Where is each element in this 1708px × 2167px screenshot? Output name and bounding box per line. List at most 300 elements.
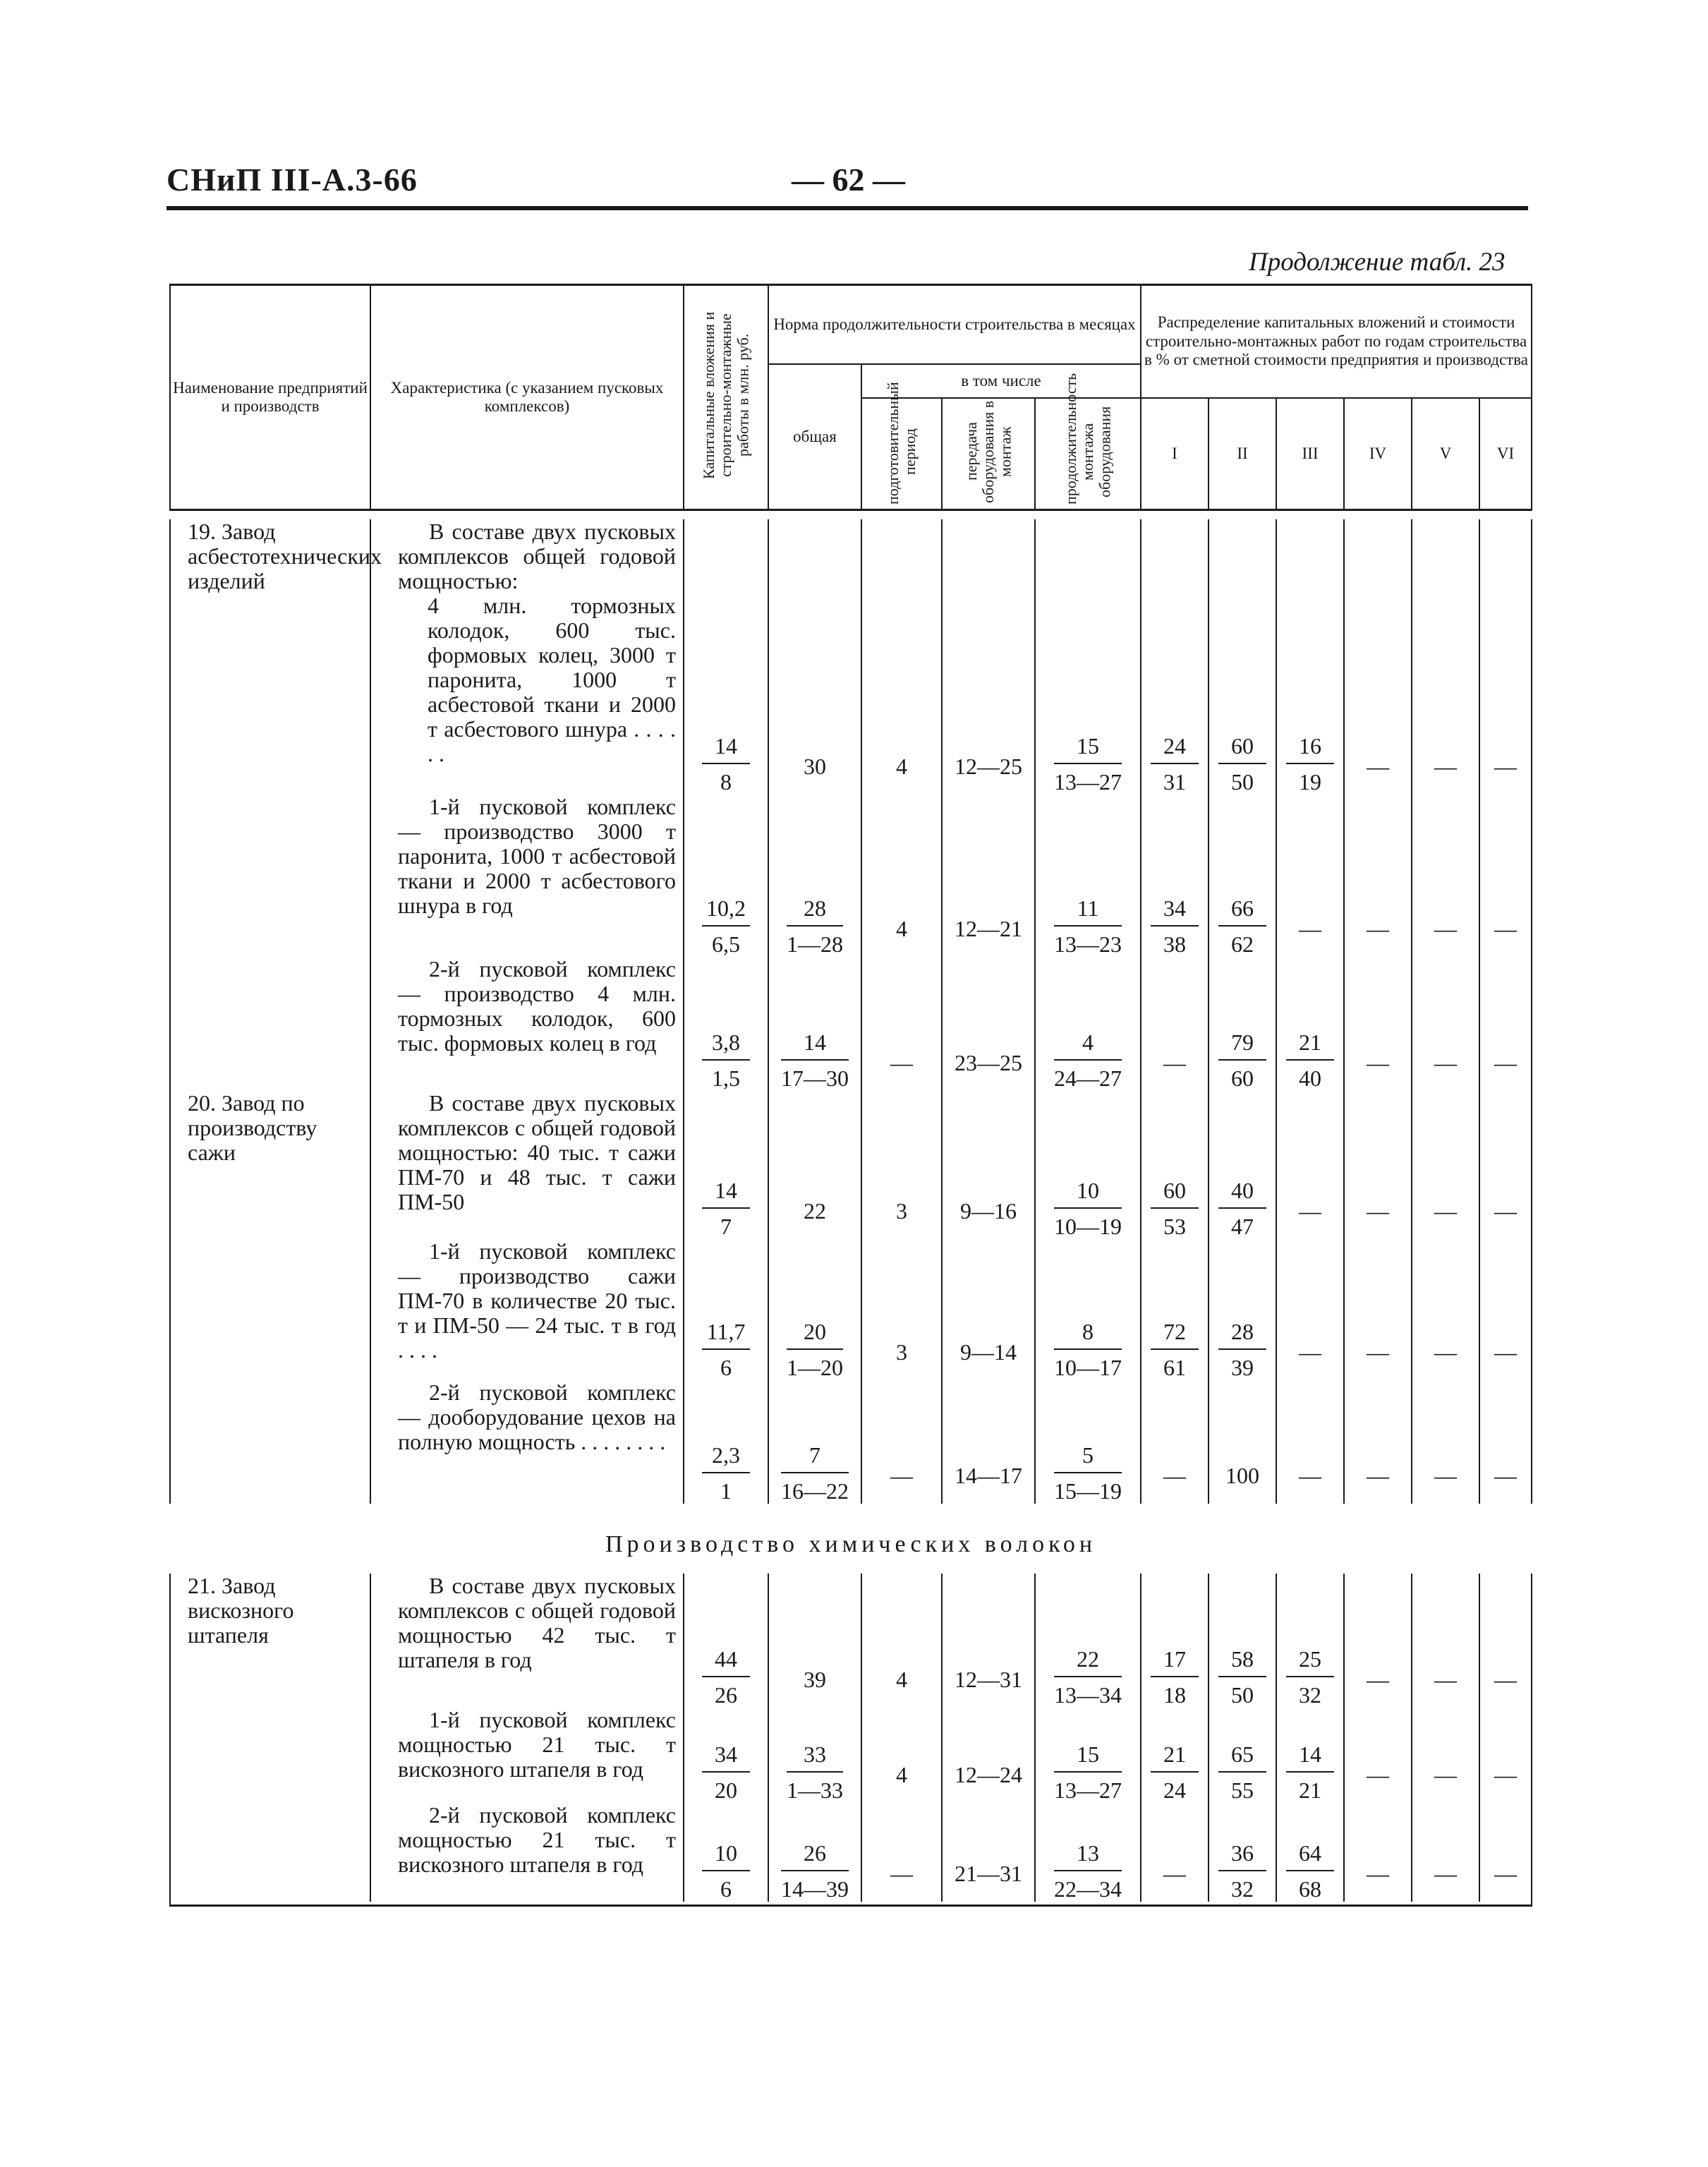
fraction-top: 17 xyxy=(1151,1647,1199,1677)
fraction-bottom: 1 xyxy=(720,1478,732,1504)
cell-y1 xyxy=(1141,1091,1209,1239)
characteristic xyxy=(370,1239,684,1380)
cell-transfer xyxy=(942,1574,1035,1708)
fraction-bottom: 39 xyxy=(1231,1355,1254,1381)
cell-y5 xyxy=(1412,1708,1479,1803)
fraction-top: 40 xyxy=(1218,1178,1266,1209)
fraction xyxy=(702,1320,750,1380)
cell-install xyxy=(1035,1091,1141,1239)
cell-value: — xyxy=(1163,1463,1186,1489)
cell-install xyxy=(1035,519,1141,795)
characteristic xyxy=(370,957,684,1091)
col-header-including: в том числе xyxy=(861,364,1141,398)
enterprise-name: 20. Завод по производству сажи xyxy=(170,1091,370,1239)
fraction-top: 33 xyxy=(787,1742,843,1773)
cell-prep xyxy=(861,1574,942,1708)
fraction xyxy=(702,1841,750,1902)
fraction xyxy=(702,1443,750,1504)
cell-install xyxy=(1035,1239,1141,1380)
fraction xyxy=(1218,1320,1266,1380)
cell-value: 22 xyxy=(804,1198,826,1224)
fraction xyxy=(1151,1647,1199,1708)
cell-value: — xyxy=(1163,1861,1186,1887)
col-header-total: общая xyxy=(768,364,861,510)
cell-value: — xyxy=(1367,1050,1389,1076)
col-header-distribution: Распределение капитальных вложений и стоимости строительно-монтажных работ по годам строительства в % от сметной стоимости предприятия и производства xyxy=(1141,285,1532,399)
fraction-bottom: 24 xyxy=(1163,1777,1186,1804)
fraction-top: 4 xyxy=(1054,1030,1122,1061)
col-header-characteristic: Характеристика (с указанием пусковых комплексов) xyxy=(370,285,684,510)
cell-y5 xyxy=(1412,795,1479,957)
fraction xyxy=(1151,1742,1199,1803)
fraction-bottom: 50 xyxy=(1231,1682,1254,1708)
fraction xyxy=(1286,1742,1334,1803)
cell-y3 xyxy=(1276,1380,1344,1504)
cell-value: — xyxy=(1299,1339,1321,1365)
fraction-bottom: 24—27 xyxy=(1054,1066,1122,1092)
cell-transfer xyxy=(942,1803,1035,1902)
cell-value: — xyxy=(1299,1198,1321,1224)
fraction-top: 11,7 xyxy=(702,1320,750,1350)
cell-value: 9—16 xyxy=(960,1198,1017,1224)
cell-value: 4 xyxy=(896,754,907,780)
fraction-bottom: 61 xyxy=(1163,1355,1186,1381)
cell-total xyxy=(768,1380,861,1504)
cell-y4 xyxy=(1344,1803,1412,1902)
cell-value: — xyxy=(1434,1667,1457,1693)
cell-value: — xyxy=(1494,1667,1518,1693)
characteristic-text: 2-й пусковой комплекс — производство 4 млн. тормозных колодок, 600 тыс. формовых колец в год xyxy=(398,956,676,1056)
document-code: СНиП III-А.3-66 xyxy=(166,162,418,198)
table-row xyxy=(170,795,1532,957)
fraction-top: 60 xyxy=(1151,1178,1199,1209)
fraction xyxy=(1054,1030,1122,1091)
cell-value: — xyxy=(1434,1861,1457,1887)
enterprise-name xyxy=(170,795,370,957)
fraction-bottom: 68 xyxy=(1299,1876,1321,1902)
col-header-prep: подготовительный период xyxy=(861,398,942,510)
cell-prep xyxy=(861,1380,942,1504)
cell-prep xyxy=(861,1803,942,1902)
characteristic-text: 2-й пусковой комплекс мощностью 21 тыс. т вискозного штапеля в год xyxy=(398,1802,676,1878)
cell-y6 xyxy=(1479,519,1532,795)
cell-value: — xyxy=(1163,1050,1186,1076)
fraction-top: 25 xyxy=(1286,1647,1334,1677)
cell-value: — xyxy=(1434,1463,1457,1489)
fraction-bottom: 16—22 xyxy=(781,1478,849,1504)
characteristic-text: В составе двух пусковых комплексов с общей годовой мощностью 42 тыс. т штапеля в год xyxy=(398,1573,676,1673)
cell-value: — xyxy=(1367,916,1389,942)
fraction-top: 21 xyxy=(1286,1030,1334,1061)
fraction-top: 34 xyxy=(1151,896,1199,926)
fraction xyxy=(787,896,843,957)
table-bottom-rule-cell xyxy=(170,1902,1532,1906)
enterprise-name: 21. Завод вискозного штапеля xyxy=(170,1574,370,1708)
cell-value: — xyxy=(1367,1861,1389,1887)
cell-value: 23—25 xyxy=(955,1050,1022,1076)
cell-install xyxy=(1035,957,1141,1091)
fraction xyxy=(702,1178,750,1239)
cell-y5 xyxy=(1412,1091,1479,1239)
table-continuation-caption: Продолжение табл. 23 xyxy=(1249,248,1506,277)
col-header-install: продолжительность монтажа оборудования xyxy=(1035,398,1141,510)
fraction-bottom: 40 xyxy=(1299,1066,1321,1092)
cell-value: — xyxy=(890,1050,913,1076)
fraction xyxy=(1151,896,1199,957)
fraction xyxy=(1286,1841,1334,1902)
cell-cap xyxy=(684,1708,768,1803)
table-row xyxy=(170,1708,1532,1803)
cell-y6 xyxy=(1479,957,1532,1091)
cell-y2 xyxy=(1209,1708,1276,1803)
cell-cap xyxy=(684,1380,768,1504)
cell-cap xyxy=(684,1239,768,1380)
fraction-top: 24 xyxy=(1151,734,1199,764)
fraction xyxy=(787,1320,843,1380)
cell-y5 xyxy=(1412,1239,1479,1380)
cell-y5 xyxy=(1412,1803,1479,1902)
cell-prep xyxy=(861,519,942,795)
fraction xyxy=(1054,734,1122,795)
fraction xyxy=(1218,1030,1266,1091)
fraction-top: 28 xyxy=(1218,1320,1266,1350)
cell-y2 xyxy=(1209,1091,1276,1239)
fraction xyxy=(702,1030,750,1091)
cell-value: — xyxy=(890,1861,913,1887)
fraction-top: 16 xyxy=(1286,734,1334,764)
cell-y4 xyxy=(1344,795,1412,957)
cell-value: 12—31 xyxy=(955,1667,1022,1693)
cell-transfer xyxy=(942,1091,1035,1239)
characteristic-text: 1-й пусковой комплекс — производство 3000 т паронита, 1000 т асбестовой ткани и 2000 т асбестового шнура в год xyxy=(398,794,676,919)
table-row xyxy=(170,1380,1532,1504)
fraction xyxy=(1286,1647,1334,1708)
cell-value: — xyxy=(1494,754,1518,780)
cell-transfer xyxy=(942,1708,1035,1803)
cell-transfer xyxy=(942,1380,1035,1504)
cell-value: — xyxy=(1367,1339,1389,1365)
fraction xyxy=(781,1443,849,1504)
cell-y3 xyxy=(1276,795,1344,957)
cell-install xyxy=(1035,1708,1141,1803)
cell-value: — xyxy=(1494,1762,1518,1788)
cell-value: — xyxy=(1367,754,1389,780)
characteristic-text: 1-й пусковой комплекс мощностью 21 тыс. т вискозного штапеля в год xyxy=(398,1707,676,1782)
cell-transfer xyxy=(942,957,1035,1091)
fraction-bottom: 21 xyxy=(1299,1777,1321,1804)
fraction-bottom: 47 xyxy=(1231,1214,1254,1240)
fraction-top: 65 xyxy=(1218,1742,1266,1773)
fraction xyxy=(1151,1178,1199,1239)
fraction-bottom: 55 xyxy=(1231,1777,1254,1804)
cell-y3 xyxy=(1276,1708,1344,1803)
cell-cap xyxy=(684,1803,768,1902)
fraction xyxy=(702,1647,750,1708)
cell-y2 xyxy=(1209,1803,1276,1902)
fraction xyxy=(1218,734,1266,795)
cell-value: — xyxy=(1299,1463,1321,1489)
fraction-bottom: 1—20 xyxy=(787,1355,843,1381)
cell-transfer xyxy=(942,519,1035,795)
cell-value: — xyxy=(1367,1667,1389,1693)
fraction xyxy=(1151,1320,1199,1380)
fraction xyxy=(787,1742,843,1803)
fraction xyxy=(781,1030,849,1091)
fraction xyxy=(702,1742,750,1803)
cell-y6 xyxy=(1479,1239,1532,1380)
cell-install xyxy=(1035,1380,1141,1504)
fraction-bottom: 53 xyxy=(1163,1214,1186,1240)
characteristic xyxy=(370,1803,684,1902)
cell-y4 xyxy=(1344,1574,1412,1708)
cell-value: — xyxy=(1494,1198,1518,1224)
fraction-bottom: 13—34 xyxy=(1054,1682,1122,1708)
fraction-bottom: 1—33 xyxy=(787,1777,843,1804)
cell-y5 xyxy=(1412,957,1479,1091)
enterprise-name xyxy=(170,1803,370,1902)
enterprise-name xyxy=(170,1708,370,1803)
col-header-year-4: IV xyxy=(1344,398,1412,510)
characteristic xyxy=(370,1574,684,1708)
fraction-bottom: 18 xyxy=(1163,1682,1186,1708)
fraction-bottom: 14—39 xyxy=(781,1876,849,1902)
construction-duration-table xyxy=(169,284,1532,1907)
cell-value: 9—14 xyxy=(960,1339,1017,1365)
fraction xyxy=(1151,734,1199,795)
cell-total xyxy=(768,1574,861,1708)
fraction-bottom: 10—19 xyxy=(1054,1214,1122,1240)
cell-value: — xyxy=(1434,1339,1457,1365)
cell-prep xyxy=(861,1091,942,1239)
fraction-top: 3,8 xyxy=(702,1030,750,1061)
characteristic-text: 4 млн. тормозных колодок, 600 тыс. формовых колец, 3000 т паронита, 1000 т асбестовой ткани и 2000 т асбестового шнура . . . . . . xyxy=(428,593,676,767)
fraction-top: 64 xyxy=(1286,1841,1334,1871)
cell-cap xyxy=(684,1091,768,1239)
cell-y3 xyxy=(1276,519,1344,795)
cell-cap xyxy=(684,519,768,795)
table-row xyxy=(170,1574,1532,1708)
cell-value: 4 xyxy=(896,1667,907,1693)
cell-value: 39 xyxy=(804,1667,826,1693)
cell-y5 xyxy=(1412,1380,1479,1504)
fraction-top: 14 xyxy=(1286,1742,1334,1773)
table-header xyxy=(170,285,1532,510)
fraction-top: 20 xyxy=(787,1320,843,1350)
fraction-bottom: 6,5 xyxy=(712,931,740,958)
fraction-top: 11 xyxy=(1054,896,1122,926)
cell-y1 xyxy=(1141,1803,1209,1902)
cell-value: — xyxy=(890,1463,913,1489)
fraction-top: 22 xyxy=(1054,1647,1122,1677)
fraction-bottom: 1,5 xyxy=(712,1066,740,1092)
cell-value: 3 xyxy=(896,1198,907,1224)
fraction-top: 14 xyxy=(781,1030,849,1061)
cell-total xyxy=(768,795,861,957)
cell-total xyxy=(768,1708,861,1803)
col-header-year-2: II xyxy=(1209,398,1276,510)
characteristic-text: 1-й пусковой комплекс — производство сажи ПМ-70 в количестве 20 тыс. т и ПМ-50 — 24 тыс. т в год . . . . xyxy=(398,1238,676,1363)
section-row xyxy=(170,1504,1532,1574)
cell-cap xyxy=(684,957,768,1091)
cell-y4 xyxy=(1344,957,1412,1091)
characteristic xyxy=(370,1380,684,1504)
fraction-top: 79 xyxy=(1218,1030,1266,1061)
cell-value: 12—21 xyxy=(955,916,1022,942)
cell-y6 xyxy=(1479,1380,1532,1504)
cell-total xyxy=(768,957,861,1091)
cell-y6 xyxy=(1479,1708,1532,1803)
cell-value: 4 xyxy=(896,1762,907,1788)
fraction-top: 26 xyxy=(781,1841,849,1871)
cell-y3 xyxy=(1276,1091,1344,1239)
fraction-bottom: 26 xyxy=(715,1682,737,1708)
cell-value: 12—24 xyxy=(955,1762,1022,1788)
fraction xyxy=(1054,1178,1122,1239)
fraction-top: 15 xyxy=(1054,734,1122,764)
cell-value: — xyxy=(1494,1463,1518,1489)
enterprise-name xyxy=(170,1380,370,1504)
cell-y6 xyxy=(1479,1803,1532,1902)
fraction-bottom: 13—27 xyxy=(1054,1777,1122,1804)
cell-cap xyxy=(684,1574,768,1708)
fraction xyxy=(1218,896,1266,957)
cell-y1 xyxy=(1141,1574,1209,1708)
fraction-bottom: 22—34 xyxy=(1054,1876,1122,1902)
fraction xyxy=(1054,896,1122,957)
fraction-top: 14 xyxy=(702,1178,750,1209)
cell-prep xyxy=(861,1708,942,1803)
fraction-bottom: 13—27 xyxy=(1054,769,1122,795)
characteristic-lead: В составе двух пусковых комплексов общей годовой мощностью: xyxy=(398,519,676,594)
fraction xyxy=(1054,1443,1122,1504)
cell-y1 xyxy=(1141,1708,1209,1803)
table-body xyxy=(170,510,1532,1906)
characteristic xyxy=(370,1091,684,1239)
cell-total xyxy=(768,1803,861,1902)
enterprise-name xyxy=(170,1239,370,1380)
cell-value: — xyxy=(1434,1198,1457,1224)
cell-y1 xyxy=(1141,519,1209,795)
cell-value: — xyxy=(1434,1762,1457,1788)
cell-y6 xyxy=(1479,795,1532,957)
fraction xyxy=(1054,1647,1122,1708)
cell-y1 xyxy=(1141,1380,1209,1504)
cell-value: 30 xyxy=(804,754,826,780)
fraction-bottom: 32 xyxy=(1299,1682,1321,1708)
characteristic-text: В составе двух пусковых комплексов с общей годовой мощностью: 40 тыс. т сажи ПМ-70 и 48 тыс. т сажи ПМ-50 xyxy=(398,1090,676,1215)
fraction-top: 66 xyxy=(1218,896,1266,926)
fraction-bottom: 10—17 xyxy=(1054,1355,1122,1381)
cell-cap xyxy=(684,795,768,957)
cell-value: 100 xyxy=(1225,1463,1259,1489)
cell-total xyxy=(768,519,861,795)
fraction xyxy=(781,1841,849,1902)
cell-y1 xyxy=(1141,957,1209,1091)
col-header-capital: Капитальные вложения и строительно-монтажные работы в млн. руб. xyxy=(684,285,768,510)
characteristic xyxy=(370,1708,684,1803)
col-header-year-1: I xyxy=(1141,398,1209,510)
cell-y2 xyxy=(1209,1574,1276,1708)
cell-prep xyxy=(861,795,942,957)
fraction-top: 72 xyxy=(1151,1320,1199,1350)
characteristic-text: 2-й пусковой комплекс — дооборудование цехов на полную мощность . . . . . . . . xyxy=(398,1380,676,1455)
fraction xyxy=(702,734,750,795)
fraction xyxy=(1218,1841,1266,1902)
col-header-year-6: VI xyxy=(1479,398,1532,510)
cell-y1 xyxy=(1141,1239,1209,1380)
cell-value: — xyxy=(1434,754,1457,780)
table-row xyxy=(170,957,1532,1091)
cell-y3 xyxy=(1276,1239,1344,1380)
cell-y3 xyxy=(1276,1574,1344,1708)
col-header-name: Наименование предприятий и производств xyxy=(170,285,370,510)
cell-y4 xyxy=(1344,1239,1412,1380)
cell-y4 xyxy=(1344,519,1412,795)
cell-y2 xyxy=(1209,519,1276,795)
cell-y4 xyxy=(1344,1091,1412,1239)
cell-install xyxy=(1035,1574,1141,1708)
fraction-top: 21 xyxy=(1151,1742,1199,1773)
cell-install xyxy=(1035,795,1141,957)
cell-value: — xyxy=(1494,1861,1518,1887)
table-row xyxy=(170,1239,1532,1380)
cell-value: — xyxy=(1367,1762,1389,1788)
cell-value: — xyxy=(1434,916,1457,942)
cell-transfer xyxy=(942,1239,1035,1380)
fraction xyxy=(1054,1742,1122,1803)
fraction-top: 60 xyxy=(1218,734,1266,764)
cell-value: — xyxy=(1367,1463,1389,1489)
characteristic xyxy=(370,519,684,795)
fraction-top: 28 xyxy=(787,896,843,926)
fraction-bottom: 8 xyxy=(720,769,732,795)
cell-value: — xyxy=(1494,1050,1518,1076)
fraction xyxy=(1286,734,1334,795)
cell-install xyxy=(1035,1803,1141,1902)
cell-y2 xyxy=(1209,1380,1276,1504)
fraction xyxy=(1286,1030,1334,1091)
fraction xyxy=(1054,1841,1122,1902)
fraction xyxy=(1218,1647,1266,1708)
fraction xyxy=(702,896,750,957)
col-header-transfer: передача оборудования в монтаж xyxy=(942,398,1035,510)
fraction-top: 2,3 xyxy=(702,1443,750,1473)
table-row xyxy=(170,1803,1532,1902)
fraction-top: 8 xyxy=(1054,1320,1122,1350)
fraction-bottom: 15—19 xyxy=(1054,1478,1122,1504)
fraction-top: 58 xyxy=(1218,1647,1266,1677)
fraction-top: 10,2 xyxy=(702,896,750,926)
col-header-year-5: V xyxy=(1412,398,1479,510)
fraction-bottom: 19 xyxy=(1299,769,1321,795)
header-rule xyxy=(166,206,1528,210)
fraction-bottom: 32 xyxy=(1231,1876,1254,1902)
fraction-top: 15 xyxy=(1054,1742,1122,1773)
cell-value: — xyxy=(1494,1339,1518,1365)
cell-value: 12—25 xyxy=(955,754,1022,780)
fraction-top: 44 xyxy=(702,1647,750,1677)
cell-y4 xyxy=(1344,1380,1412,1504)
section-title: Производство химических волокон xyxy=(605,1531,1097,1558)
cell-prep xyxy=(861,1239,942,1380)
fraction-top: 13 xyxy=(1054,1841,1122,1871)
fraction xyxy=(1054,1320,1122,1380)
cell-value: 4 xyxy=(896,916,907,942)
cell-y6 xyxy=(1479,1091,1532,1239)
cell-value: 14—17 xyxy=(955,1463,1022,1489)
cell-y3 xyxy=(1276,1803,1344,1902)
fraction-top: 5 xyxy=(1054,1443,1122,1473)
